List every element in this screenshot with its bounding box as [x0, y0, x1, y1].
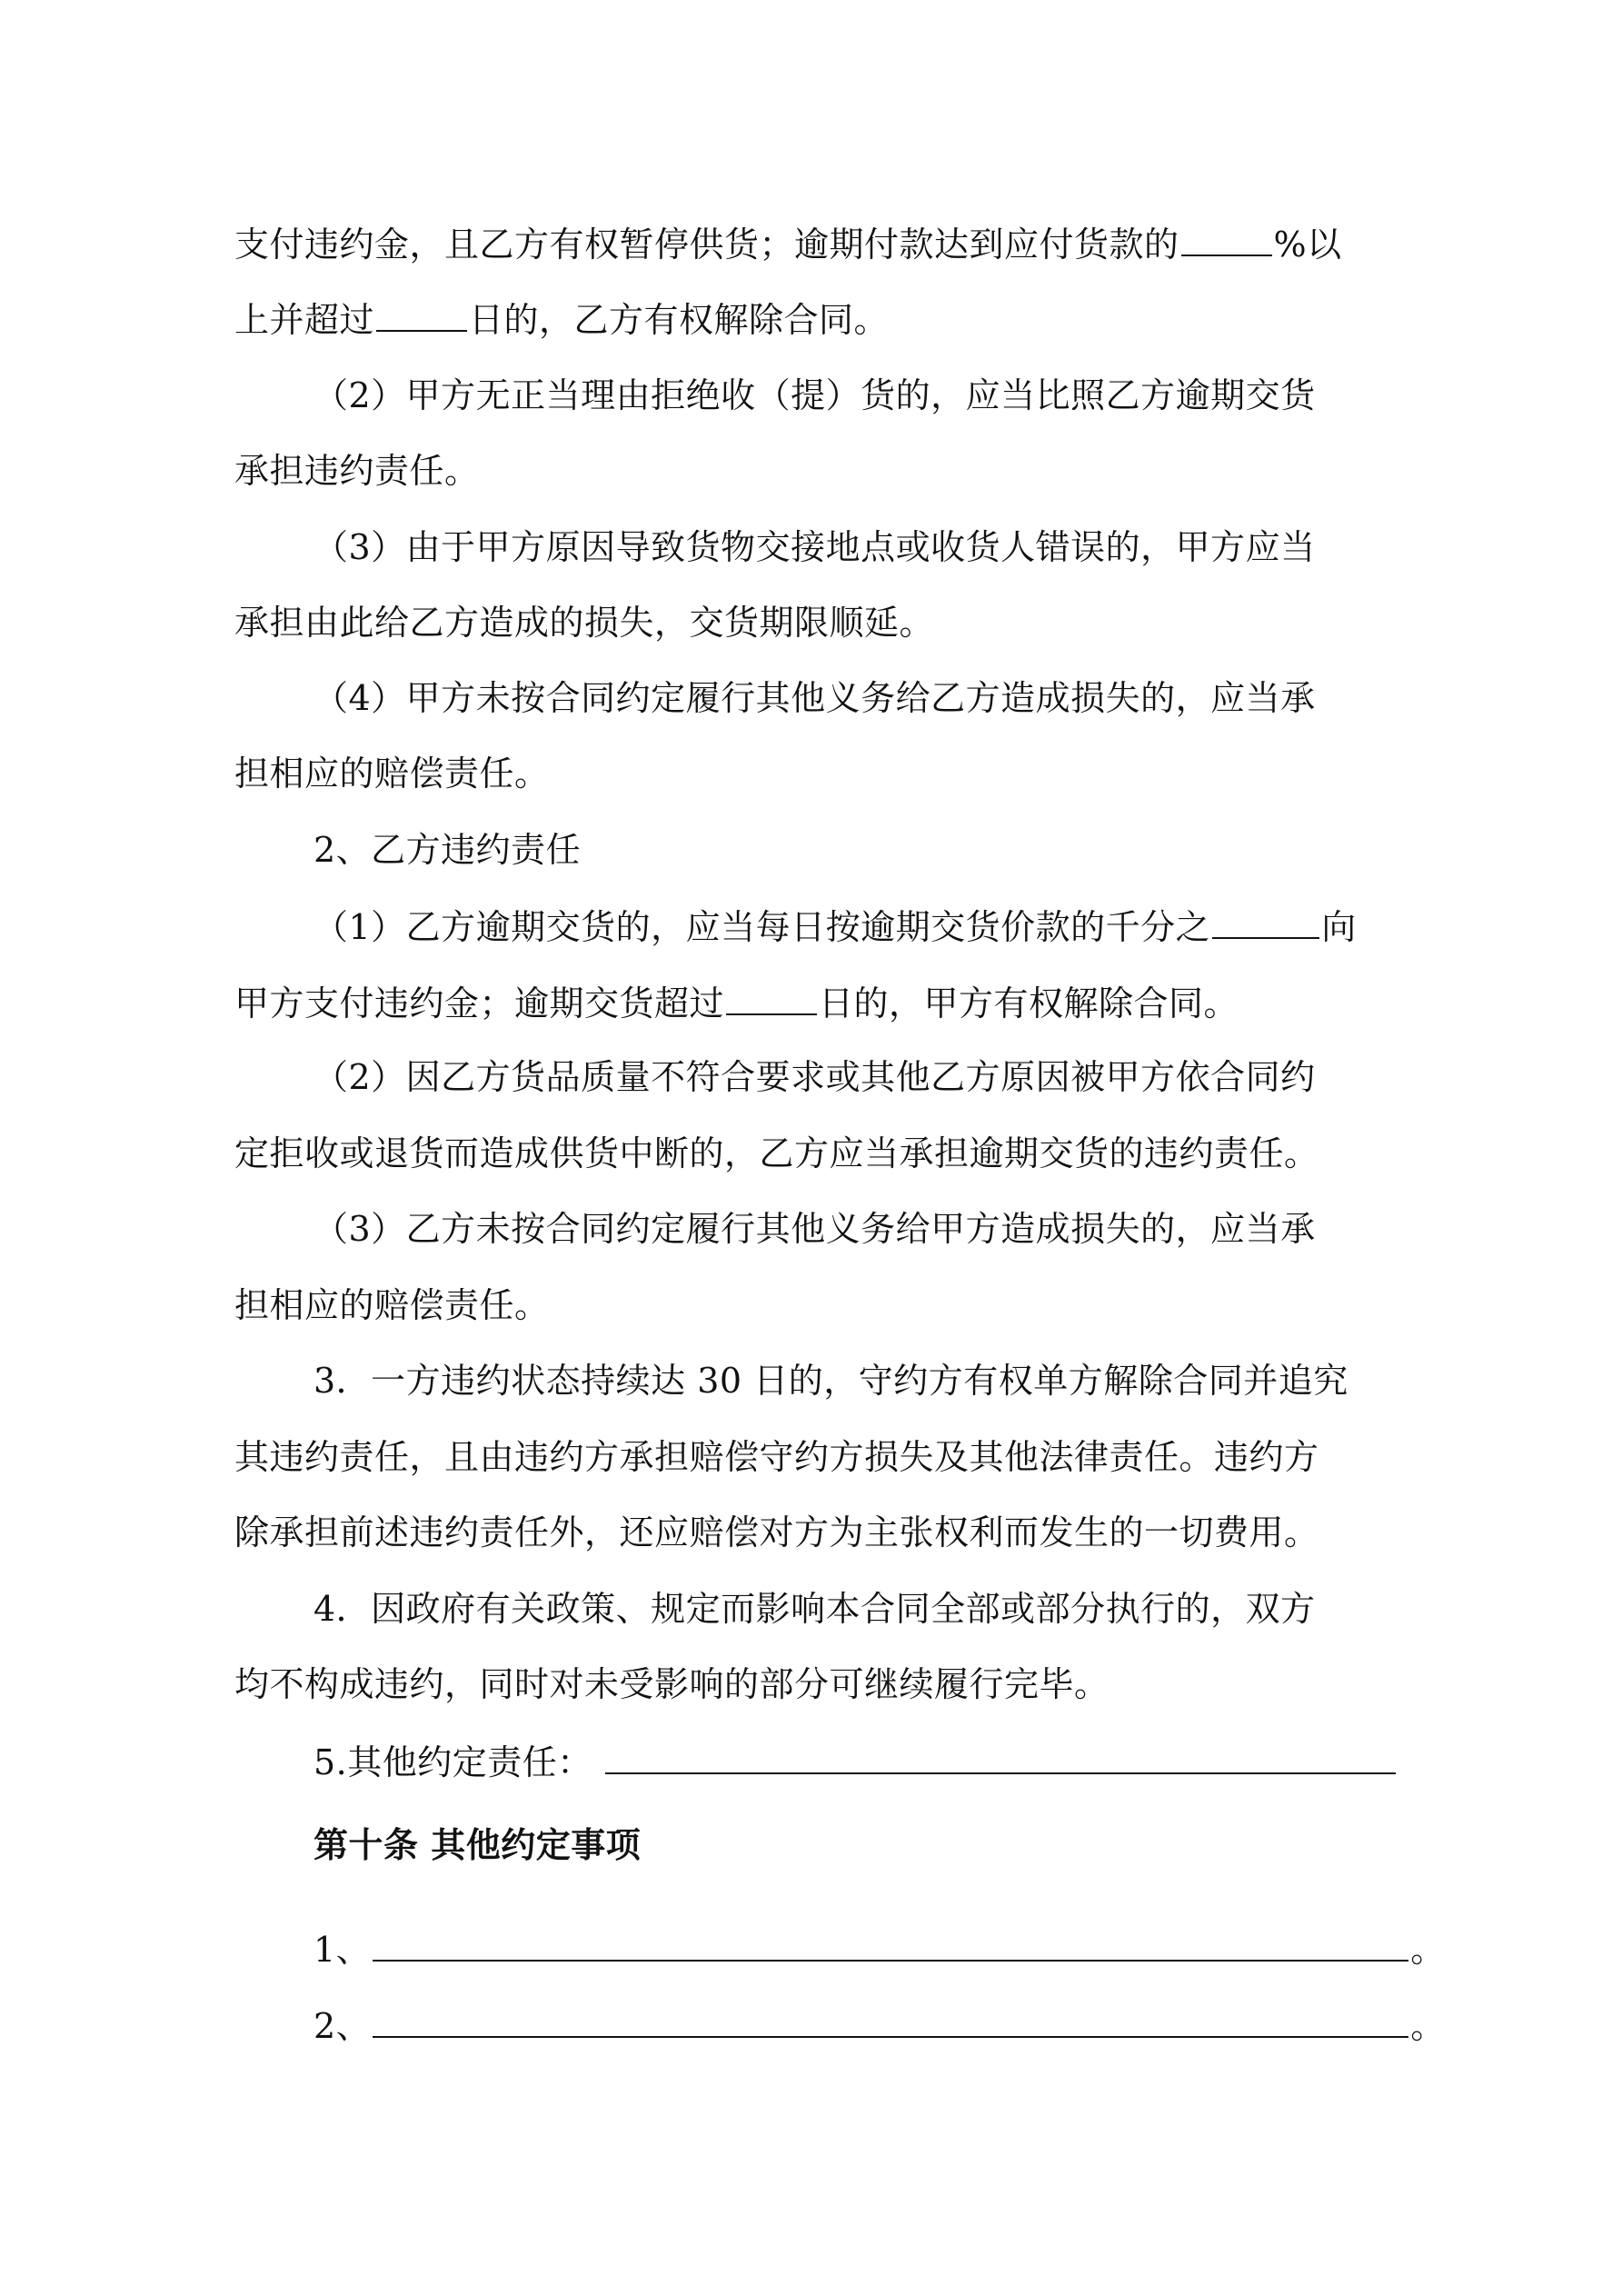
- fill-blank-other-liability[interactable]: [605, 1738, 1396, 1774]
- paragraph-line: [234, 448, 480, 494]
- text-segment: 甲方支付违约金；逾期交货超过: [234, 983, 725, 1023]
- paragraph-line: [234, 1131, 1319, 1176]
- text-segment: 2、: [313, 2006, 372, 2046]
- text-segment: 上并超过: [234, 300, 375, 340]
- text-segment: 支付违约金，且乙方有权暂停供货；逾期付款达到应付货款的: [234, 225, 1179, 265]
- text-segment: 3．一方违约状态持续达 30 日的，守约方有权单方解除合同并追究: [313, 1361, 1348, 1401]
- fill-blank-percentage[interactable]: [1181, 220, 1272, 256]
- text-segment: 除承担前述违约责任外，还应赔偿对方为主张权利而发生的一切费用。: [234, 1512, 1319, 1552]
- text-segment: 均不构成违约，同时对未受影响的部分可继续履行完毕。: [234, 1664, 1110, 1704]
- text-segment: 日的，乙方有权解除合同。: [469, 300, 890, 340]
- text-segment: 4．因政府有关政策、规定而影响本合同全部或部分执行的，双方: [313, 1589, 1316, 1629]
- paragraph-line: [313, 1586, 1316, 1632]
- paragraph-line: [234, 1283, 550, 1328]
- paragraph-line: [234, 751, 550, 796]
- fill-blank-item-2[interactable]: [373, 2002, 1408, 2038]
- text-segment: 1、: [313, 1930, 372, 1970]
- paragraph-line: [234, 1662, 1110, 1707]
- fill-blank-item-1[interactable]: [373, 1925, 1408, 1962]
- paragraph-line: [313, 373, 1316, 418]
- paragraph-line: [234, 220, 1342, 267]
- paragraph-line: [313, 524, 1316, 570]
- text-segment: 向: [1321, 907, 1357, 947]
- paragraph-line: [234, 1510, 1319, 1555]
- fill-blank-per-mille[interactable]: [1212, 903, 1319, 939]
- paragraph-line: [313, 1054, 1316, 1100]
- text-segment: 。: [1410, 1930, 1446, 1970]
- text-segment: （1）乙方逾期交货的，应当每日按逾期交货价款的千分之: [313, 907, 1211, 947]
- paragraph-line: [313, 675, 1316, 721]
- text-segment: （2）甲方无正当理由拒绝收（提）货的，应当比照乙方逾期交货: [313, 375, 1316, 415]
- text-segment: 第十条 其他约定事项: [313, 1824, 642, 1865]
- text-segment: 担相应的赔偿责任。: [234, 1285, 550, 1325]
- text-segment: 承担违约责任。: [234, 451, 480, 491]
- text-segment: 承担由此给乙方造成的损失，交货期限顺延。: [234, 603, 935, 643]
- section-title: [313, 827, 581, 873]
- paragraph-line: [234, 600, 934, 645]
- text-segment: 2、乙方违约责任: [313, 830, 582, 870]
- text-segment: 。: [1410, 2006, 1446, 2046]
- text-segment: （2）因乙方货品质量不符合要求或其他乙方原因被甲方依合同约: [313, 1057, 1316, 1097]
- text-segment: （4）甲方未按合同约定履行其他义务给乙方造成损失的，应当承: [313, 678, 1316, 718]
- fill-blank-days[interactable]: [376, 295, 467, 332]
- article-heading: [313, 1822, 641, 1868]
- paragraph-line: [313, 1358, 1348, 1403]
- text-segment: 定拒收或退货而造成供货中断的，乙方应当承担逾期交货的违约责任。: [234, 1133, 1319, 1173]
- text-segment: （3）由于甲方原因导致货物交接地点或收货人错误的，甲方应当: [313, 527, 1316, 567]
- text-segment: 5.其他约定责任：: [313, 1742, 592, 1782]
- text-segment: 其违约责任，且由违约方承担赔偿守约方损失及其他法律责任。违约方: [234, 1437, 1319, 1477]
- paragraph-line: [313, 1738, 1398, 1785]
- text-segment: 日的，甲方有权解除合同。: [819, 983, 1239, 1023]
- paragraph-line: [313, 1206, 1316, 1252]
- list-item: [313, 2002, 1446, 2049]
- text-segment: 担相应的赔偿责任。: [234, 754, 550, 794]
- paragraph-line: [234, 295, 889, 343]
- text-segment: %以: [1273, 225, 1342, 265]
- list-item: [313, 1925, 1446, 1972]
- paragraph-line: [313, 903, 1357, 950]
- text-segment: （3）乙方未按合同约定履行其他义务给甲方造成损失的，应当承: [313, 1209, 1316, 1249]
- paragraph-line: [234, 1434, 1319, 1480]
- fill-blank-days[interactable]: [726, 979, 817, 1015]
- paragraph-line: [234, 979, 1239, 1026]
